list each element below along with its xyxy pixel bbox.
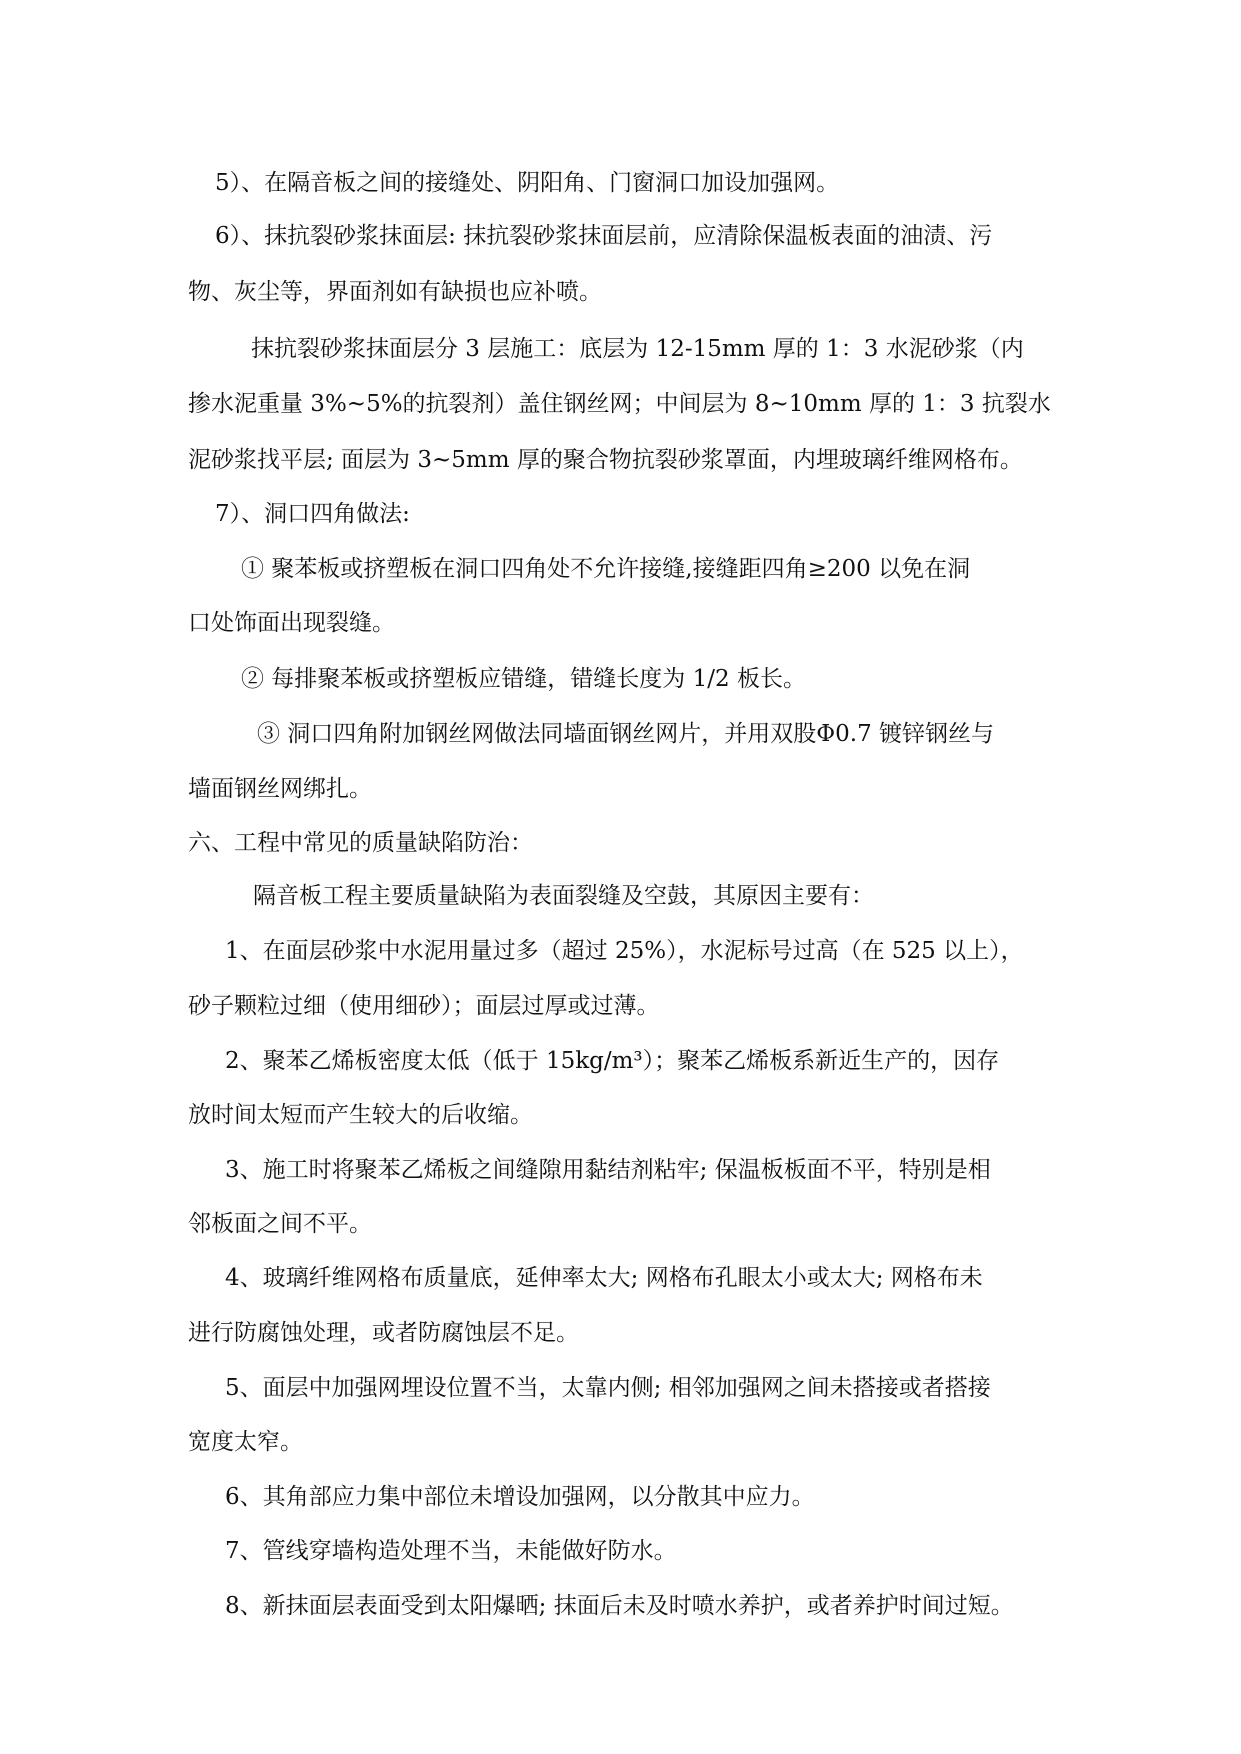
text-line: 抹抗裂砂浆抹面层分 3 层施工：底层为 12-15mm 厚的 1：3 水泥砂浆（内 [251,336,1024,362]
text-line: 隔音板工程主要质量缺陷为表面裂缝及空鼓，其原因主要有： [253,883,874,909]
text-line: 宽度太窄。 [188,1429,303,1455]
text-line: 5）、在隔音板之间的接缝处、阴阳角、门窗洞口加设加强网。 [215,170,840,196]
text-line: 物、灰尘等，界面剂如有缺损也应补喷。 [188,279,602,305]
section-heading: 六、工程中常见的质量缺陷防治： [188,830,533,856]
text-line: ② 每排聚苯板或挤塑板应错缝，错缝长度为 1/2 板长。 [241,666,806,692]
text-line: 7）、洞口四角做法: [215,501,410,527]
text-line: 6）、抹抗裂砂浆抹面层: 抹抗裂砂浆抹面层前，应清除保温板表面的油渍、污 [215,223,993,249]
text-line: 2、聚苯乙烯板密度太低（低于 15kg/m³）；聚苯乙烯板系新近生产的，因存 [225,1048,1000,1074]
text-line: 进行防腐蚀处理，或者防腐蚀层不足。 [188,1320,579,1346]
text-line: 邻板面之间不平。 [188,1211,372,1237]
text-line: 8、新抹面层表面受到太阳爆晒; 抹面后未及时喷水养护，或者养护时间过短。 [225,1593,1014,1619]
text-line: ③ 洞口四角附加钢丝网做法同墙面钢丝网片，并用双股Φ0.7 镀锌钢丝与 [257,721,995,747]
text-line: ① 聚苯板或挤塑板在洞口四角处不允许接缝,接缝距四角≥200 以免在洞 [241,556,971,582]
text-line: 口处饰面出现裂缝。 [188,610,395,636]
text-line: 5、面层中加强网埋设位置不当，太靠内侧; 相邻加强网之间未搭接或者搭接 [225,1375,991,1401]
text-line: 3、施工时将聚苯乙烯板之间缝隙用黏结剂粘牢; 保温板板面不平，特别是相 [225,1157,991,1183]
text-line: 泥砂浆找平层; 面层为 3~5mm 厚的聚合物抗裂砂浆罩面，内埋玻璃纤维网格布。 [188,447,1023,473]
text-line: 1、在面层砂浆中水泥用量过多（超过 25%），水泥标号过高（在 525 以上）， [225,938,1024,964]
text-line: 4、玻璃纤维网格布质量底，延伸率太大; 网格布孔眼太小或太大; 网格布未 [225,1265,983,1291]
text-line: 放时间太短而产生较大的后收缩。 [188,1102,533,1128]
text-line: 墙面钢丝网绑扎。 [188,776,372,802]
text-line: 6、其角部应力集中部位未增设加强网，以分散其中应力。 [225,1484,815,1510]
text-line: 7、管线穿墙构造处理不当，未能做好防水。 [225,1538,677,1564]
text-line: 砂子颗粒过细（使用细砂）；面层过厚或过薄。 [188,993,660,1019]
text-line: 掺水泥重量 3%~5%的抗裂剂）盖住钢丝网；中间层为 8~10mm 厚的 1：3 抗裂水 [188,391,1051,417]
